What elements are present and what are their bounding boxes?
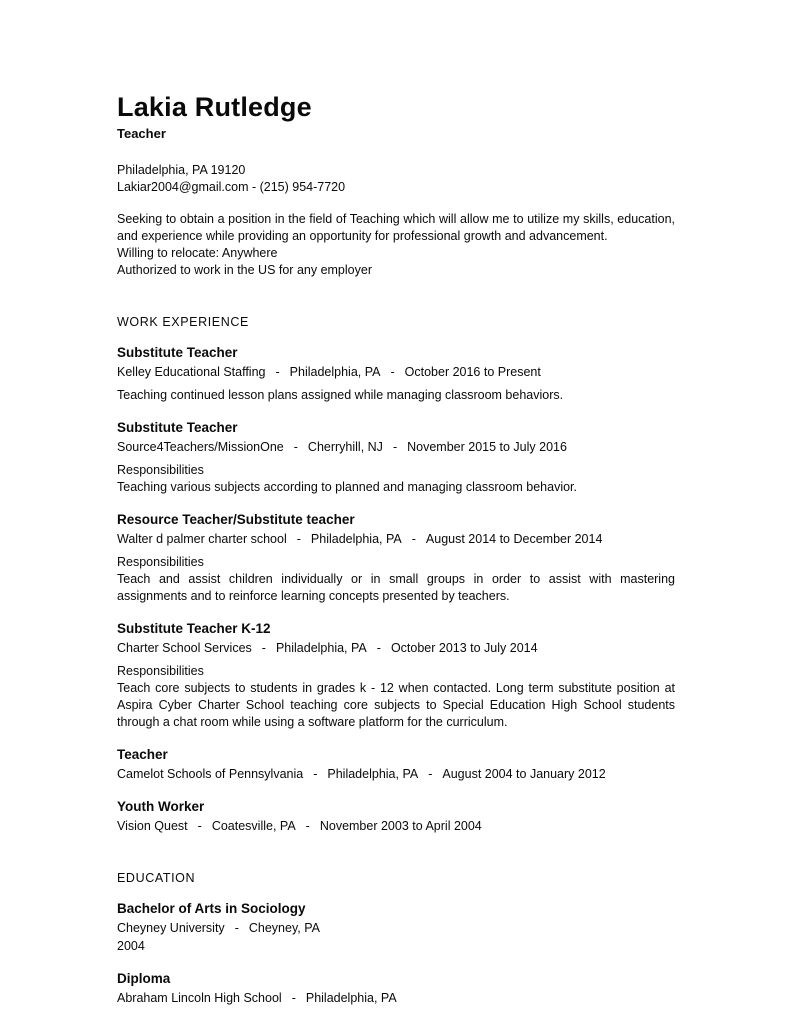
job-entry [117,344,675,404]
job-location: Coatesville, PA [211,818,296,833]
job-dates: August 2004 to January 2012 [442,766,606,781]
job-location: Philadelphia, PA [289,364,381,379]
education-meta [117,989,675,1007]
candidate-role: Teacher [117,125,166,141]
separator: - [296,531,301,546]
job-entry [117,620,675,731]
job-title: Resource Teacher/Substitute teacher [117,511,355,527]
separator: - [291,990,296,1005]
separator: - [390,364,395,379]
separator: - [411,531,416,546]
job-location: Philadelphia, PA [310,531,402,546]
school-name: Abraham Lincoln High School [117,990,282,1005]
job-location: Philadelphia, PA [275,640,367,655]
job-meta [117,530,675,548]
job-description: Teach and assist children individually or in small groups in order to assist with mastering assignments and to reinforce learning concepts presented by teachers. [117,571,675,603]
education-entry [117,900,675,955]
job-title: Youth Worker [117,798,205,814]
job-meta [117,639,675,657]
job-dates: August 2014 to December 2014 [425,531,603,546]
job-entry [117,798,675,835]
job-entry [117,511,675,605]
job-title: Substitute Teacher [117,344,238,360]
job-company: Source4Teachers/MissionOne [117,439,284,454]
job-meta [117,765,675,783]
job-entry [117,419,675,496]
school-location: Philadelphia, PA [305,990,397,1005]
job-dates: October 2013 to July 2014 [390,640,538,655]
degree-title: Diploma [117,970,171,986]
job-company: Charter School Services [117,640,252,655]
separator: - [376,640,381,655]
job-description: Teaching continued lesson plans assigned while managing classroom behaviors. [117,387,564,402]
job-company: Camelot Schools of Pennsylvania [117,766,304,781]
separator: - [305,818,310,833]
graduation-year: 2004 [117,938,145,953]
job-title: Substitute Teacher K-12 [117,620,271,636]
job-dates: November 2003 to April 2004 [319,818,482,833]
candidate-contact: Lakiar2004@gmail.com - (215) 954-7720 [117,180,346,195]
separator: - [275,364,280,379]
separator: - [392,439,398,454]
job-company: Kelley Educational Staffing [117,364,266,379]
job-location: Cherryhill, NJ [307,439,383,454]
job-dates: October 2016 to Present [404,364,541,379]
job-location: Philadelphia, PA [327,766,419,781]
job-company: Vision Quest [117,818,188,833]
contact-block [117,162,675,197]
job-company: Walter d palmer charter school [117,531,287,546]
separator: - [428,766,433,781]
responsibilities-label: Responsibilities [117,554,204,569]
job-meta [117,438,675,456]
degree-title: Bachelor of Arts in Sociology [117,900,306,916]
summary-block [117,211,675,279]
separator: - [293,439,298,454]
job-description: Teaching various subjects according to planned and managing classroom behavior. [117,479,578,494]
separator: - [234,920,239,935]
objective-text: Seeking to obtain a position in the field of Teaching which will allow me to utilize my skills, education, and experience while providing an opportunity for professional growth and advancement. [117,211,675,243]
job-entry [117,746,675,783]
separator: - [197,818,202,833]
school-name: Cheyney University [117,920,225,935]
separator: - [313,766,318,781]
work-experience-heading: WORK EXPERIENCE [117,314,249,329]
job-title: Teacher [117,746,168,762]
separator: - [261,640,266,655]
authorization-line: Authorized to work in the US for any employer [117,262,372,277]
education-meta [117,919,675,937]
relocation-line: Willing to relocate: Anywhere [117,245,278,260]
education-heading: EDUCATION [117,870,196,885]
job-dates: November 2015 to July 2016 [407,439,567,454]
job-title: Substitute Teacher [117,419,238,435]
responsibilities-label: Responsibilities [117,462,204,477]
job-description: Teach core subjects to students in grades k - 12 when contacted. Long term substitute position at Aspira Cyber Charter School teaching core subjects to Special Education High School students through a chat room while using a software platform for the curriculum. [117,680,675,729]
job-meta [117,363,675,381]
job-meta [117,817,675,835]
education-entry [117,970,675,1007]
candidate-location: Philadelphia, PA 19120 [117,162,246,177]
school-location: Cheyney, PA [248,920,320,935]
responsibilities-label: Responsibilities [117,663,204,678]
candidate-name: Lakia Rutledge [117,92,312,122]
